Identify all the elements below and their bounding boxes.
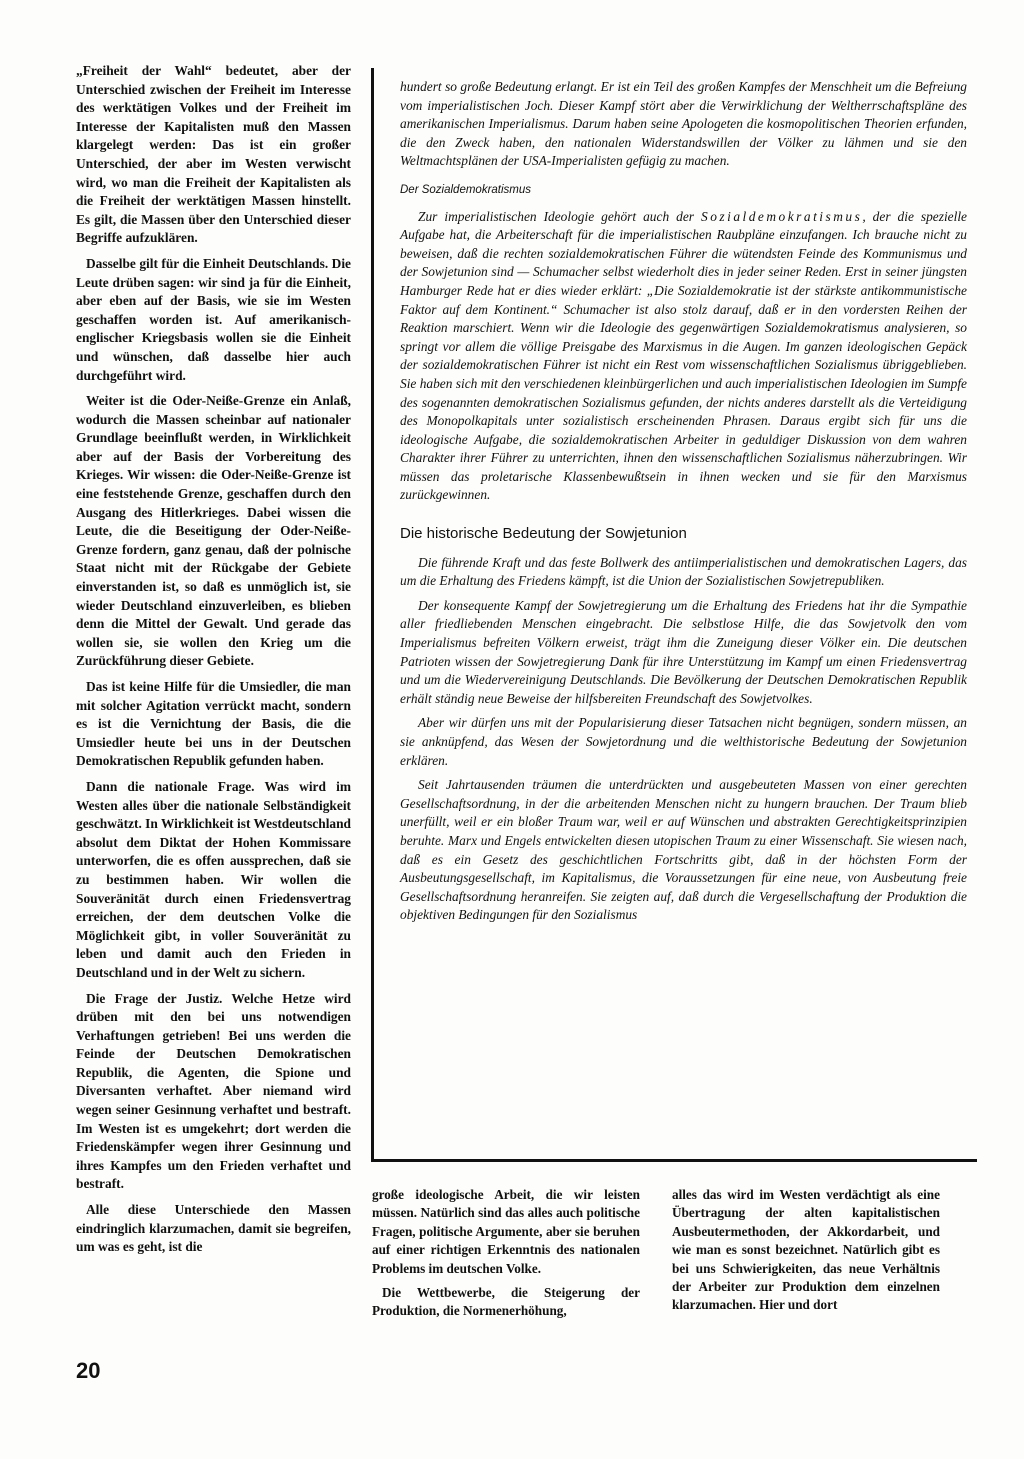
left-paragraph-justiz: Die Frage der Justiz. Welche Hetze wird drüben mit den bei uns notwendigen Verhaftungen getrieben! Bei uns werden die Feinde der Deutschen Demokratischen Republik, die Agenten, die Spione und Diversanten verhaftet. Aber niemand wird wegen seiner Gesinnung verhaftet und bestraft. Im Westen ist es umgekehrt; dort werden die Friedenskämpfer wegen ihrer Gesinnung und ihres Kampfes um den Frieden verhaftet und bestraft. (76, 990, 351, 1192)
bottom2-paragraph: alles das wird im Westen verdächtigt als eine Übertragung der alten kapitalistischen Ausbeutermethoden, der Akkordarbeit, und wie man es sonst bezeichnet. Natürlich gibt es bei uns Schwierigkeiten, das neue Verhältnis der Arbeiter zur Produktion dem einzelnen klarzumachen. Hier und dort (672, 1187, 940, 1313)
subheading-sowjetunion: Die historische Bedeutung der Sowjetunion (400, 525, 687, 543)
boxed-section (371, 68, 977, 1162)
left-paragraph-nationale-frage: Dann die nationale Frage. Was wird im Westen alles über die nationale Selbständigkeit geschwätzt. In Wirklichkeit ist Westdeutschland absolut dem Diktat der Hohen Kommissare unterworfen, die es offen aussprechen, daß sie zu bestimmen haben. Wir wollen die Souveränität durch einen Friedensvertrag erreichen, der dem deutschen Volke die Möglichkeit gibt, in voller Souveränität zu leben und damit auch den Frieden in Deutschland und in der Welt zu sichern. (76, 778, 351, 980)
left-paragraph-oder-neisse: Weiter ist die Oder-Neiße-Grenze ein Anlaß, wodurch die Massen scheinbar auf nationaler Grundlage beeinflußt werden, in Wirklichkeit aber auf der Basis der Vorbereitung des Krieges. Wir wissen: die Oder-Neiße-Grenze ist eine feststehende Grenze, geschaffen durch den Ausgang des Hitlerkrieges. Dabei wissen die Leute, die die Beseitigung der Oder-Neiße-Grenze fordern, ganz genau, daß der polnische Staat nicht mit der Rückgabe der Gebiete einverstanden ist, so daß es unmöglich ist, sie wieder Deutschland einzuverleiben, es blieben denn die Mittel der Gewalt. Und gerade das wollen sie, sie wollen den Krieg um die Zurückführung dieser Gebiete. (76, 393, 351, 669)
left-paragraph-freiheit: „Freiheit der Wahl“ bedeutet, aber der Unterschied zwischen der Freiheit im Interesse des werktätigen Volkes und der Freiheit im Interesse der Kapitalisten muß den Massen klargelegt werden: Das ist ein großer Unterschied, der aber im Westen verwischt wird, wo man die Freiheit der Kapitalisten als die Freiheit der werktätigen Massen hinstellt. Es gilt, die Massen über den Unterschied dieser Begriffe aufzuklären. (76, 63, 351, 246)
boxed-paragraph-bollwerk: Die führende Kraft und das feste Bollwerk des antiimperialistischen und demokratischen Lagers, das um die Erhaltung des Friedens kämpft, ist die Union der Sozialistischen Sowjetrepubliken. (400, 554, 967, 589)
emphasized-term: Sozialdemokratismus (701, 208, 863, 224)
left-paragraph-unterschiede: Alle diese Unterschiede den Massen eindringlich klarzumachen, damit sie begreifen, um was es geht, ist die (76, 1202, 351, 1255)
boxed-paragraph-kampf: Der konsequente Kampf der Sowjetregierung um die Erhaltung des Friedens hat ihr die Sympathie aller friedliebenden Menschen eingebracht. Die selbstlose Hilfe, die das Sowjetvolk den vom Imperialismus befreiten Völkern erweist, trägt ihm die Zuneigung dieser Völker ein. Die deutschen Patrioten wissen der Sowjetregierung Dank für ihre Unterstützung im Kampf um einen Friedensvertrag und um die Wiedervereinigung Deutschlands. Die Bevölkerung der Deutschen Demokratischen Republik erhält ständig neue Beweise der hilfsbereiten Freundschaft des Sowjetvolkes. (400, 597, 967, 706)
paragraph-text-rest: , der die spezielle Aufgabe hat, die Arbeiterschaft für die imperialistischen Raubpläne einzufangen. Ich brauche nicht zu beweisen, daß die rechten sozialdemokratischen Führer die wütendsten Feinde des Kommunismus und der Sowjetunion sind — Schumacher selbst wiederholt dies in jeder seiner Reden. Erst in seiner jüngsten Hamburger Rede hat er dies wieder erklärt: „Die Sozialdemokratie ist der stärkste antikommunistische Faktor auf dem Kontinent.“ Schumacher ist also stolz darauf, daß er in den vordersten Reihen der Reaktion marschiert. Wenn wir die Ideologie des gegenwärtigen Sozialdemokratismus analysieren, so springt vor allem die völlige Preisgabe des Marxismus in die Augen. Im ganzen ideologischen Gepäck der sozialdemokratischen Führer ist nicht ein Rest vom wissenschaftlichen Sozialismus übriggeblieben. Sie haben sich mit den verschiedenen kleinbürgerlichen und auch imperialistischen Ideologien im Sumpfe des sogenannten demokratischen Sozialismus gefunden, der nichts anderes darstellt als die Verteidigung des Monopolkapitals unter sozialistisch erscheinenden Phrasen. Daraus ergibt sich für uns die ideologische Aufgabe, die sozialdemokratischen Arbeiter in geduldiger Diskussion von dem wahren Charakter ihrer Führer zu unterrichten, ihnen den wissenschaftlichen Sozialismus näherzubringen. Wir müssen das proletarische Klassenbewußtsein in ihnen wecken und sie für den Marxismus zurückgewinnen. (400, 208, 967, 503)
left-paragraph-einheit: Dasselbe gilt für die Einheit Deutschlands. Die Leute drüben sagen: wir sind ja für die Einheit, aber eben auf der Basis, wie sie im Westen geschaffen worden ist. Auf amerikanisch-englischer Kriegsbasis wollen sie die Einheit und wünschen, daß dasselbe hier auch durchgeführt wird. (76, 255, 351, 383)
boxed-paragraph-popularisierung: Aber wir dürfen uns mit der Popularisierung dieser Tatsachen nicht begnügen, sondern müssen, an sie anknüpfend, das Wesen der Sowjetordnung und die welthistorische Bedeutung der Sowjetunion erklären. (400, 715, 967, 768)
bottom1-paragraph-arbeit: große ideologische Arbeit, die wir leisten müssen. Natürlich sind das alles auch politische Fragen, politische Argumente, aber sie beruhen auf einer richtigen Erkenntnis des nationalen Problems im deutschen Volke. (372, 1187, 640, 1276)
bottom-text-column-1 (372, 1186, 640, 1327)
boxed-paragraph-sozialdemokratismus (400, 208, 967, 506)
subheading-sozialdemokratismus: Der Sozialdemokratismus (400, 183, 532, 196)
paragraph-text-start: Zur imperialistischen Ideologie gehört auch der (418, 208, 701, 224)
boxed-intro-paragraph: hundert so große Bedeutung erlangt. Er ist ein Teil des großen Kampfes der Menschheit um die Befreiung vom imperialistischen Joch. Dieser Kampf stört aber die Verwirklichung der Weltherrschaftspläne des amerikanischen Imperialismus. Darum haben seine Apologeten die kosmopolitischen Theorien erfunden, die den Zweck haben, den nationalen Widerstandswillen der Völker zu lähmen und sie den Weltmachtsplänen der USA-Imperialisten gefügig zu machen. (400, 79, 967, 169)
page-number: 20 (76, 1358, 101, 1383)
bottom-text-column-2 (672, 1186, 940, 1321)
boxed-paragraph-jahrtausende: Seit Jahrtausenden träumen die unterdrückten und ausgebeuteten Massen von einer gerechten Gesellschaftsordnung, in der die arbeitenden Menschen nicht zu hungern brauchen. Der Traum blieb unerfüllt, weil er ein bloßer Traum war, weil er auf Wünschen und abstrakten Gerechtigkeitsprinzipien beruhte. Marx und Engels entwickelten diesen utopischen Traum zu einer Wissenschaft. Sie wiesen nach, daß es ein Gesetz des geschichtlichen Fortschritts gibt, daß in der höchsten Form der Ausbeutungsgesellschaft, im Kapitalismus, die Voraussetzungen für eine neue, von Ausbeutung freie Gesellschaftsordnung heranreifen. Sie zeigten auf, daß durch die Vergesellschaftung der Produktion die objektiven Bedingungen für den Sozialismus (400, 777, 967, 923)
left-text-column (76, 62, 351, 1264)
left-paragraph-umsiedler: Das ist keine Hilfe für die Umsiedler, die man mit solcher Agitation verrückt macht, sondern es ist die Vernichtung der Basis, die die Umsiedler heute bei uns in der Deutschen Demokratischen Republik gefunden haben. (76, 679, 351, 769)
bottom1-paragraph-wettbewerbe: Die Wettbewerbe, die Steigerung der Produktion, die Normenerhöhung, (372, 1285, 640, 1319)
